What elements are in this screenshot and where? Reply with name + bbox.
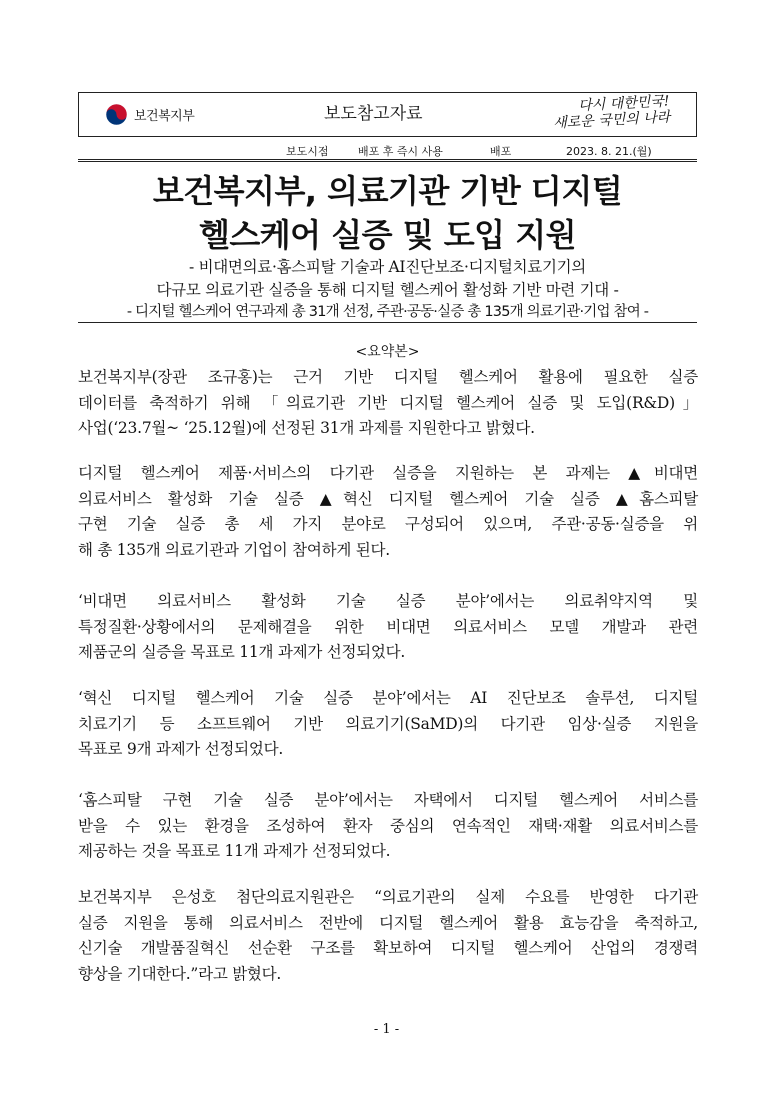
paragraph-line: 디지털 헬스케어 제품·서비스의 다기관 실증을 지원하는 본 과제는 ▲비대면: [78, 464, 698, 482]
paragraph-line: 의료서비스 활성화 기술 실증 ▲혁신 디지털 헬스케어 기술 실증 ▲홈스피탈: [78, 489, 698, 508]
ministry-name: 보건복지부: [134, 109, 195, 124]
paragraph-6: [78, 885, 698, 987]
slogan-line-1: 다시 대한민국!: [577, 93, 670, 115]
release-date-value: 2023. 8. 21.(월): [566, 145, 652, 158]
paragraph-line: 치료기기 등 소프트웨어 기반 의료기기(SaMD)의 다기관 임상·실증 지원을: [78, 714, 698, 733]
paragraph-line: ‘비대면 의료서비스 활성화 기술 실증 분야’에서는 의료취약지역 및: [78, 592, 698, 610]
paragraph-1: [78, 365, 698, 442]
slogan: [529, 93, 671, 136]
release-time-label: 보도시점: [286, 145, 329, 158]
page-number: - 1 -: [373, 1022, 400, 1037]
subtitle-line-3: - 디지털 헬스케어 연구과제 총 31개 선정, 주관·공동·실증 총 135개 의료기관·기업 참여 -: [126, 304, 649, 320]
paragraph-line: 구현 기술 실증 총 세 가지 분야로 구성되어 있으며, 주관·공동·실증을 위: [78, 515, 698, 533]
release-info: [286, 140, 696, 160]
paragraph-line: ‘홈스피탈 구현 기술 실증 분야’에서는 자택에서 디지털 헬스케어 서비스를: [78, 791, 698, 809]
paragraph-line: 향상을 기대한다.”라고 밝혔다.: [78, 964, 282, 983]
paragraph-line: 보건복지부(장관 조규홍)는 근거 기반 디지털 헬스케어 활용에 필요한 실증: [78, 368, 698, 386]
paragraph-2: [78, 461, 698, 563]
summary-label: <요약본>: [355, 344, 420, 360]
paragraph-5: [78, 788, 698, 865]
paragraph-line: 제공하는 것을 목표로 11개 과제가 선정되었다.: [78, 842, 391, 860]
headline-line-2: 헬스케어 실증 및 도입 지원: [198, 216, 577, 254]
release-date-label: 배포: [490, 145, 512, 158]
paragraph-line: 데이터를 축적하기 위해 「의료기관 기반 디지털 헬스케어 실증 및 도입(R&D)」: [78, 393, 698, 412]
release-header: [78, 92, 697, 137]
paragraph-line: 보건복지부 은성호 첨단의료지원관은 “의료기관의 실제 수요를 반영한 다기관: [78, 888, 698, 906]
paragraph-line: 사업(‘23.7월~ ‘25.12월)에 선정된 31개 과제를 지원한다고 밝혔다.: [78, 419, 535, 437]
paragraph-line: 신기술 개발품질혁신 선순환 구조를 확보하여 디지털 헬스케어 산업의 경쟁력: [78, 939, 698, 957]
header-divider: [78, 159, 697, 162]
paragraph-4: [78, 686, 698, 763]
paragraph-line: ‘혁신 디지털 헬스케어 기술 실증 분야’에서는 AI 진단보조 솔루션, 디지털: [78, 689, 698, 707]
release-type: 보도참고자료: [324, 104, 423, 124]
paragraph-line: 제품군의 실증을 목표로 11개 과제가 선정되었다.: [78, 643, 406, 661]
taegeuk-emblem-icon: [105, 103, 128, 126]
paragraph-line: 해 총 135개 의료기관과 기업이 참여하게 된다.: [78, 540, 390, 559]
paragraph-line: 받을 수 있는 환경을 조성하여 환자 중심의 연속적인 재택·재활 의료서비스를: [78, 816, 698, 835]
headline-line-1: 보건복지부, 의료기관 기반 디지털: [152, 172, 623, 210]
subtitle-line-2: 다규모 의료기관 실증을 통해 디지털 헬스케어 활성화 기반 마련 기대 -: [156, 281, 619, 299]
release-time-value: 배포 후 즉시 사용: [358, 145, 443, 158]
subtitle-divider: [78, 322, 697, 323]
paragraph-line: 특정질환·상황에서의 문제해결을 위한 비대면 의료서비스 모델 개발과 관련: [78, 617, 698, 636]
paragraph-line: 실증 지원을 통해 의료서비스 전반에 디지털 헬스케어 활용 효능감을 축적하고,: [78, 913, 698, 932]
subtitle-line-1: - 비대면의료·홈스피탈 기술과 AI진단보조·디지털치료기기의: [189, 258, 586, 276]
paragraph-line: 목표로 9개 과제가 선정되었다.: [78, 740, 283, 758]
ministry-logo: [79, 103, 261, 126]
paragraph-3: [78, 589, 698, 666]
slogan-line-2: 새로운 국민의 나라: [552, 109, 671, 132]
